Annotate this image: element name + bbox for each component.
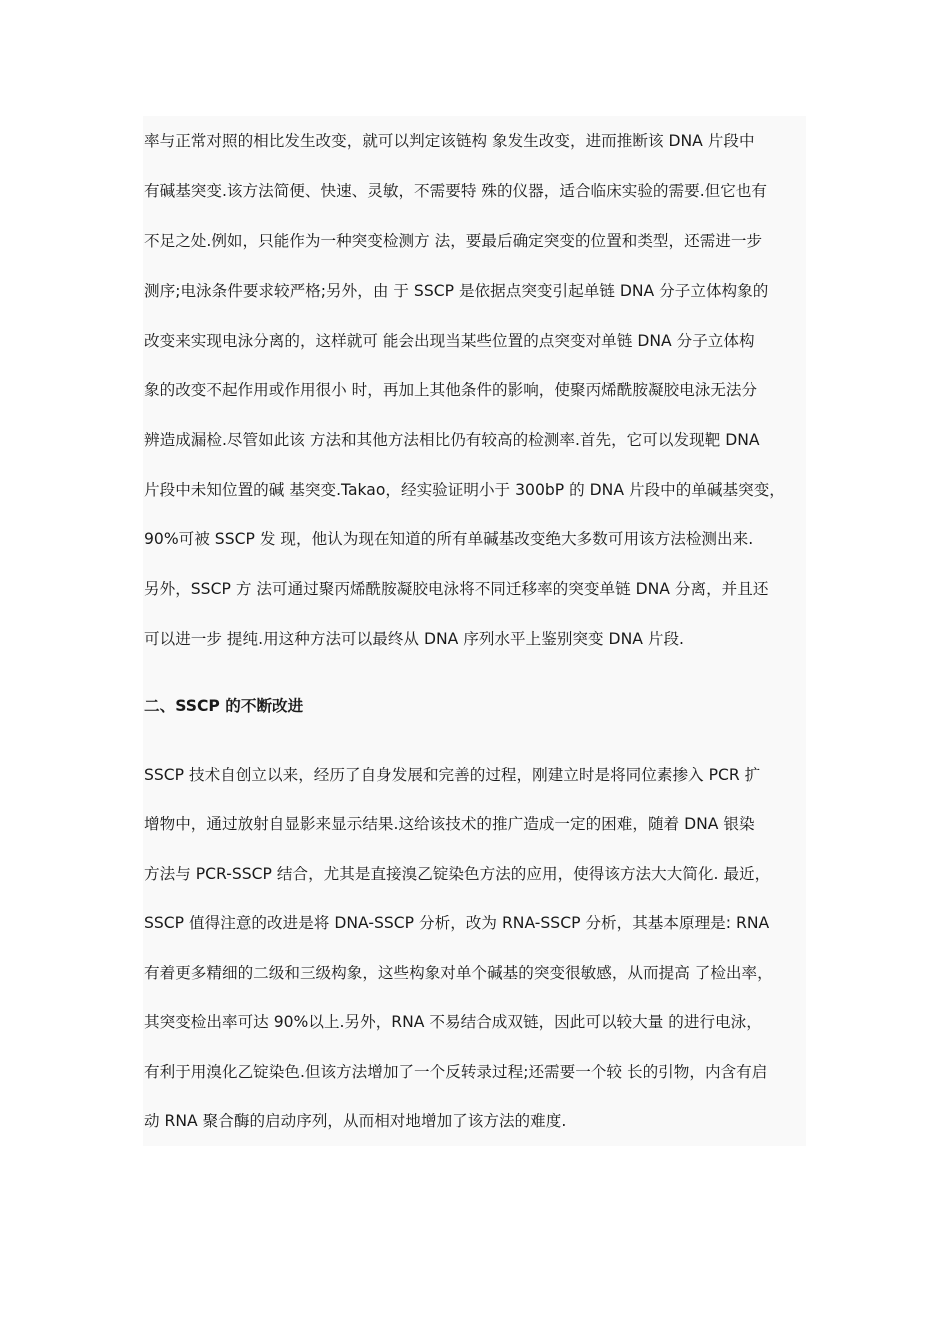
paragraph-line: SSCP 技术自创立以来，经历了自身发展和完善的过程，刚建立时是将同位素掺入 PCR 扩 <box>144 766 761 784</box>
paragraph-line: 有利于用溴化乙锭染色.但该方法增加了一个反转录过程;还需要一个较 长的引物，内含有启 <box>144 1063 768 1081</box>
paragraph-line: 率与正常对照的相比发生改变，就可以判定该链构 象发生改变，进而推断该 DNA 片段中 <box>144 132 755 150</box>
paragraph-line: 可以进一步 提纯.用这种方法可以最终从 DNA 序列水平上鉴别突变 DNA 片段. <box>144 630 685 648</box>
paragraph-line: 方法与 PCR-SSCP 结合，尤其是直接溴乙锭染色方法的应用，使得该方法大大简化. 最近， <box>144 865 771 883</box>
paragraph-line: 其突变检出率可达 90%以上.另外，RNA 不易结合成双链，因此可以较大量 的进行电泳， <box>144 1013 762 1031</box>
paragraph-line: 有着更多精细的二级和三级构象，这些构象对单个碱基的突变很敏感，从而提高 了检出率， <box>144 964 773 982</box>
paragraph-line: SSCP 值得注意的改进是将 DNA-SSCP 分析，改为 RNA-SSCP 分析，其基本原理是: RNA <box>144 914 770 932</box>
paragraph-line: 象的改变不起作用或作用很小 时，再加上其他条件的影响，使聚丙烯酰胺凝胶电泳无法分 <box>144 381 758 399</box>
paragraph-line: 90%可被 SSCP 发 现，他认为现在知道的所有单碱基改变绝大多数可用该方法检测出来. <box>144 530 754 548</box>
section-heading: 二、SSCP 的不断改进 <box>144 697 304 715</box>
paragraph-line: 增物中，通过放射自显影来显示结果.这给该技术的推广造成一定的困难，随着 DNA 银染 <box>144 815 755 833</box>
paragraph-line: 辨造成漏检.尽管如此该 方法和其他方法相比仍有较高的检测率.首先，它可以发现靶 DNA <box>144 431 760 449</box>
paragraph-line: 片段中未知位置的碱 基突变.Takao，经实验证明小于 300bP 的 DNA 片段中的单碱基突变， <box>144 481 785 499</box>
paragraph-line: 动 RNA 聚合酶的启动序列，从而相对地增加了该方法的难度. <box>144 1112 567 1130</box>
paragraph-line: 测序;电泳条件要求较严格;另外，由 于 SSCP 是依据点突变引起单链 DNA 分子立体构象的 <box>144 282 769 300</box>
paragraph-line: 有碱基突变.该方法简便、快速、灵敏，不需要特 殊的仪器，适合临床实验的需要.但它也有 <box>144 182 768 200</box>
paragraph-line: 另外，SSCP 方 法可通过聚丙烯酰胺凝胶电泳将不同迁移率的突变单链 DNA 分离，并且还 <box>144 580 769 598</box>
paragraph-line: 不足之处.例如，只能作为一种突变检测方 法，要最后确定突变的位置和类型，还需进一步 <box>144 232 763 250</box>
paragraph-line: 改变来实现电泳分离的，这样就可 能会出现当某些位置的点突变对单链 DNA 分子立体构 <box>144 332 755 350</box>
